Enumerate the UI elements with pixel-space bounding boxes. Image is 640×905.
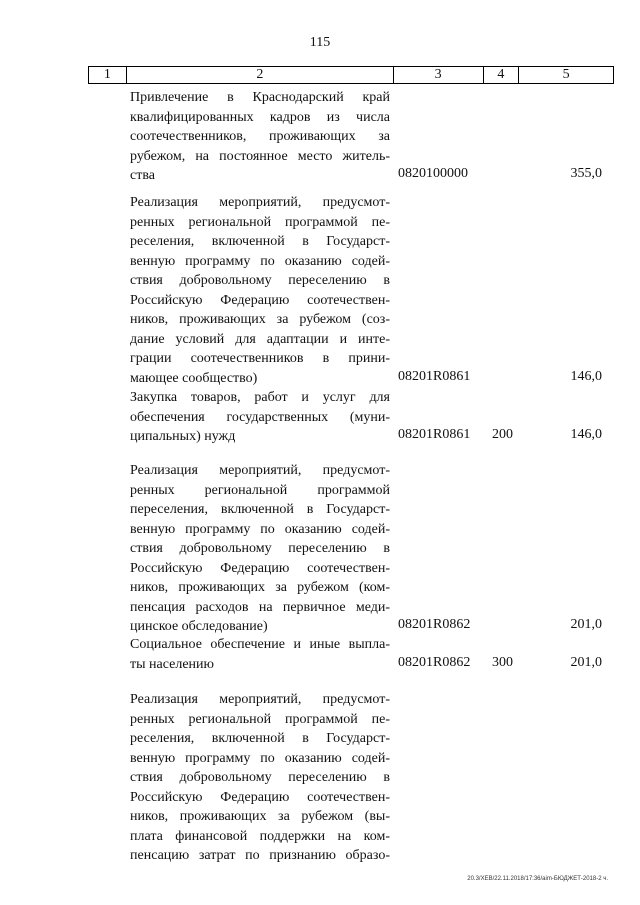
description-line: ников, проживающих за рубежом (ком- [130, 580, 390, 595]
description-line: ствия добровольному переселению в [130, 273, 390, 288]
description-line: Социальное обеспечение и иные выпла- [130, 637, 390, 652]
description-line: ренных региональной программой [130, 482, 390, 498]
description-line: дание условий для адаптации и инте- [130, 331, 390, 347]
description-line: ства [130, 168, 155, 183]
description-line: квалифицированных кадров из числа [130, 109, 390, 125]
description-line: Реализация мероприятий, предусмот- [130, 195, 390, 210]
description-line: венную программу по оказанию содей- [130, 750, 390, 766]
description-line: Реализация мероприятий, предусмот- [130, 463, 390, 478]
description-line: обеспечения государственных (муни- [130, 409, 390, 425]
row-description [130, 388, 390, 447]
description-line: ников, проживающих за рубежом (вы- [130, 809, 390, 824]
description-line: плата финансовой поддержки на ком- [130, 828, 390, 844]
row-code: 08201R0862 [398, 617, 471, 632]
row-code: 08201R0862 [398, 654, 471, 670]
row-code: 08201R0861 [398, 427, 471, 442]
document-footer-stamp: 20.3/ХЕВ/22.11.2018/17:36/aim-БЮДЖЕТ-2018-2 ч. [467, 876, 608, 882]
row-description [130, 461, 390, 637]
description-line: переселения, включенной в Государст- [130, 502, 390, 517]
description-line: ствия добровольному переселению в [130, 770, 390, 785]
row-code: 08201R0861 [398, 368, 471, 384]
description-line: реселения, включенной в Государст- [130, 731, 390, 746]
column-header-4: 4 [484, 67, 520, 83]
row-amount: 146,0 [570, 427, 602, 442]
description-line: ствия добровольному переселению в [130, 541, 390, 556]
description-line: Привлечение в Краснодарский край [130, 90, 390, 105]
description-line: Российскую Федерацию соотечествен- [130, 560, 390, 576]
description-line: ципальных) нужд [130, 429, 236, 444]
description-line: ренных региональной программой пе- [130, 214, 390, 230]
description-line: Реализация мероприятий, предусмот- [130, 692, 390, 707]
row-amount: 201,0 [570, 654, 602, 670]
description-line: венную программу по оказанию содей- [130, 521, 390, 537]
description-line: цинское обследование) [130, 619, 268, 634]
column-header-2: 2 [127, 67, 394, 83]
row-amount: 201,0 [570, 617, 602, 632]
description-line: соотечественников, проживающих за [130, 129, 390, 144]
description-line: пенсацию затрат по признанию образо- [130, 848, 390, 863]
column-header-3: 3 [394, 67, 484, 83]
description-line: реселения, включенной в Государст- [130, 234, 390, 249]
description-line: ренных региональной программой пе- [130, 711, 390, 727]
row-description [130, 635, 390, 674]
row-description [130, 88, 390, 186]
description-line: Российскую Федерацию соотечествен- [130, 292, 390, 308]
row-amount: 146,0 [570, 368, 602, 384]
row-code: 0820100000 [398, 166, 468, 181]
column-header-5: 5 [562, 67, 570, 82]
description-line: грации соотечественников в прини- [130, 351, 390, 366]
description-line: ты населению [130, 656, 214, 672]
description-line: Закупка товаров, работ и услуг для [130, 390, 390, 405]
row-expense-kind: 300 [492, 654, 513, 670]
description-line: венную программу по оказанию содей- [130, 253, 390, 269]
page-number: 115 [309, 35, 331, 50]
description-line: ников, проживающих за рубежом (соз- [130, 312, 390, 327]
row-description [130, 690, 390, 866]
description-line: Российскую Федерацию соотечествен- [130, 789, 390, 805]
row-description [130, 193, 390, 388]
row-expense-kind: 200 [492, 427, 513, 442]
row-amount: 355,0 [570, 166, 602, 181]
description-line: пенсация расходов на первичное меди- [130, 599, 390, 615]
description-line: мающее сообщество) [130, 370, 258, 386]
column-header-1: 1 [89, 67, 127, 83]
table-header-row [88, 66, 614, 84]
description-line: рубежом, на постоянное место житель- [130, 148, 390, 164]
